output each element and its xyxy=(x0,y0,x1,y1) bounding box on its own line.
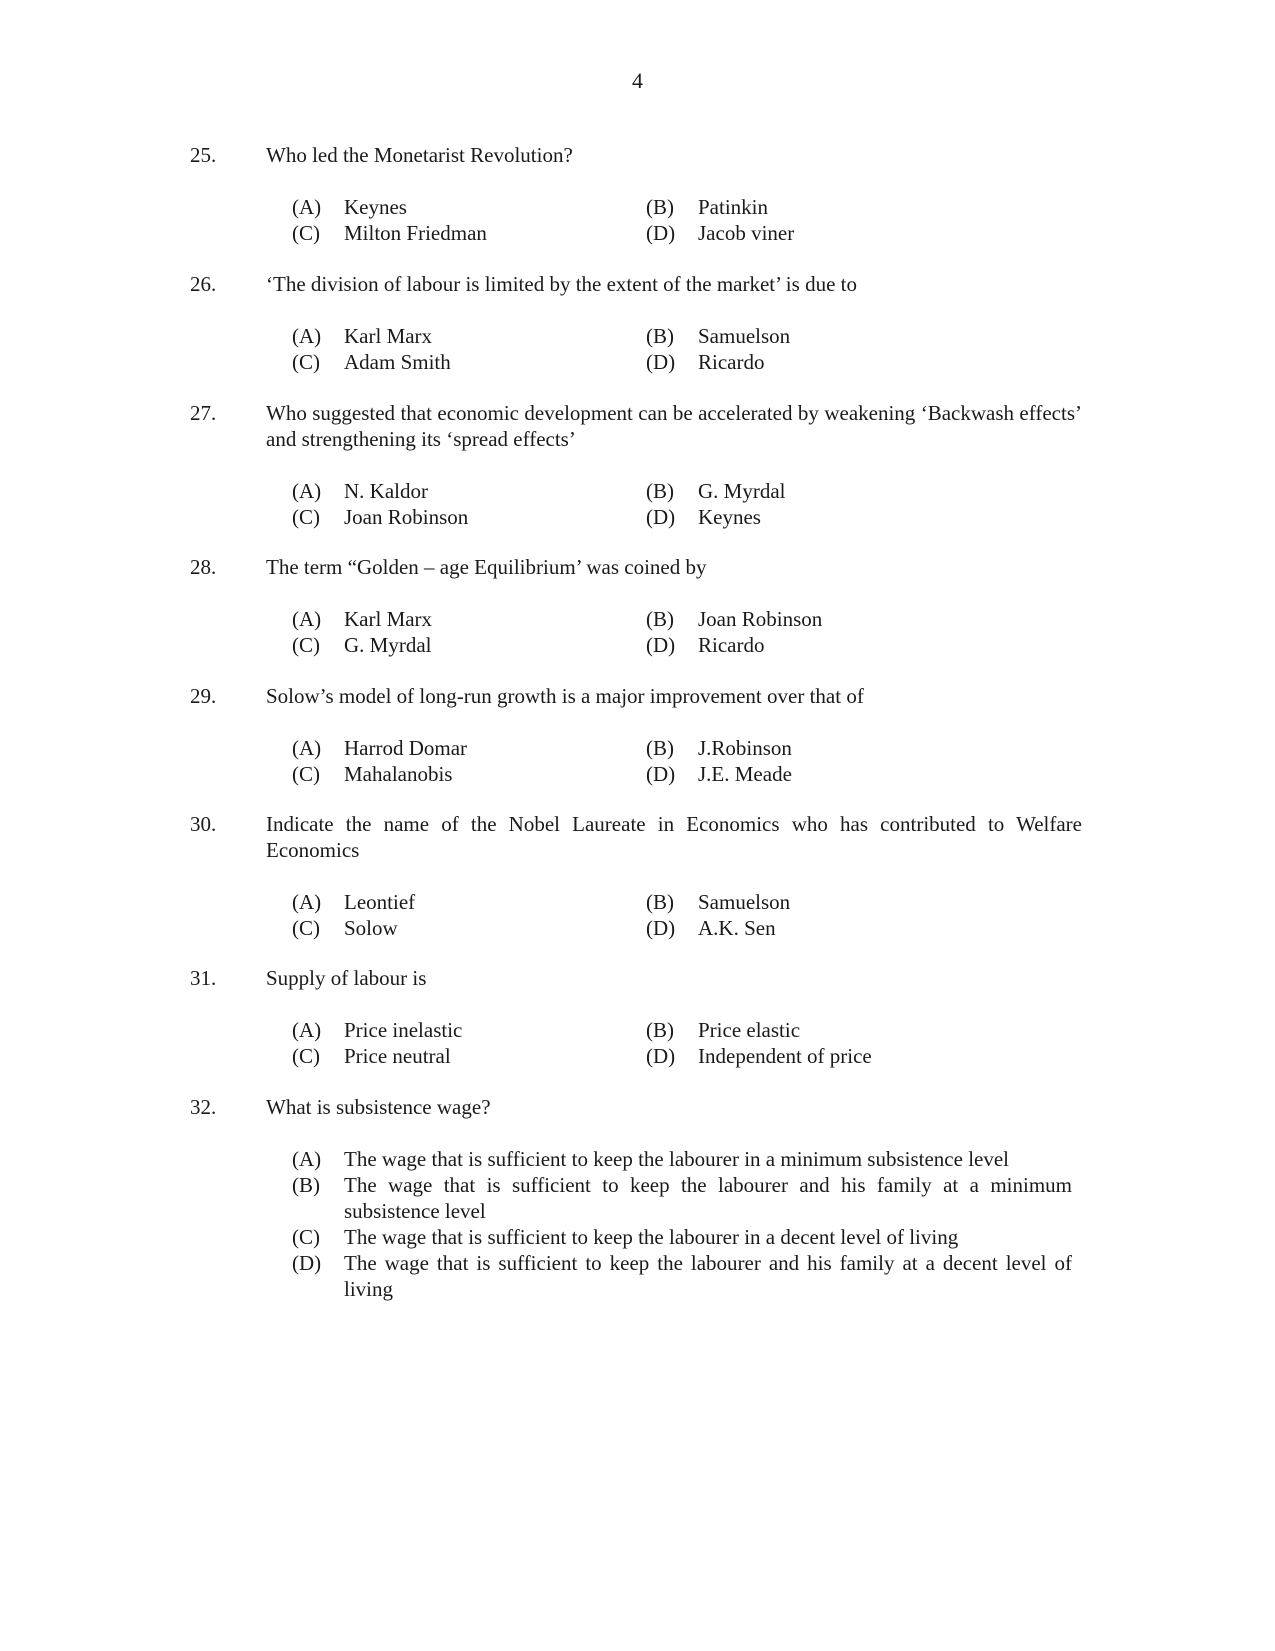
option-b xyxy=(646,323,1046,349)
option-c xyxy=(292,632,646,658)
option-label: (D) xyxy=(646,633,676,657)
option-b xyxy=(646,1017,1046,1043)
option-label: (C) xyxy=(292,633,320,657)
option-a xyxy=(292,194,646,220)
question-number: 32. xyxy=(190,1095,217,1119)
option-text: Samuelson xyxy=(698,890,791,914)
option-d xyxy=(646,915,1046,941)
option-text: Mahalanobis xyxy=(344,762,453,786)
option-a xyxy=(292,606,646,632)
question-number: 27. xyxy=(190,401,217,425)
options xyxy=(292,889,1082,941)
option-label: (D) xyxy=(646,1044,676,1068)
option-a xyxy=(292,1146,1072,1172)
option-text: Samuelson xyxy=(698,324,791,348)
option-label: (C) xyxy=(292,505,320,529)
question-31 xyxy=(190,965,1082,1069)
option-label: (A) xyxy=(292,479,322,503)
question-text: The term “Golden – age Equilibrium’ was coined by xyxy=(266,555,707,579)
page-number: 4 xyxy=(632,68,643,93)
option-c xyxy=(292,1224,1072,1250)
option-text: The wage that is sufficient to keep the labourer and his family at a minimum subsistence level xyxy=(344,1173,1072,1223)
option-text: Ricardo xyxy=(698,350,765,374)
option-a xyxy=(292,478,646,504)
question-number: 29. xyxy=(190,684,217,708)
option-label: (A) xyxy=(292,890,322,914)
option-label: (D) xyxy=(646,916,676,940)
option-text: Leontief xyxy=(344,890,416,914)
option-label: (C) xyxy=(292,221,320,245)
question-text: ‘The division of labour is limited by the extent of the market’ is due to xyxy=(266,272,857,296)
question-number: 25. xyxy=(190,143,217,167)
option-label: (D) xyxy=(646,221,676,245)
option-text: Ricardo xyxy=(698,633,765,657)
option-b xyxy=(646,889,1046,915)
option-label: (A) xyxy=(292,1147,322,1171)
option-text: Keynes xyxy=(344,195,407,219)
option-text: Adam Smith xyxy=(344,350,451,374)
question-number: 31. xyxy=(190,966,217,990)
option-d xyxy=(646,349,1046,375)
option-text: Solow xyxy=(344,916,398,940)
option-text: N. Kaldor xyxy=(344,479,428,503)
option-a xyxy=(292,889,646,915)
option-label: (C) xyxy=(292,350,320,374)
question-text: What is subsistence wage? xyxy=(266,1095,491,1119)
option-label: (B) xyxy=(646,607,674,631)
question-text: Supply of labour is xyxy=(266,966,427,990)
option-label: (B) xyxy=(646,1018,674,1042)
option-label: (A) xyxy=(292,1018,322,1042)
option-label: (C) xyxy=(292,916,320,940)
question-number: 28. xyxy=(190,555,217,579)
option-a xyxy=(292,1017,646,1043)
option-label: (D) xyxy=(646,350,676,374)
options xyxy=(292,323,1082,375)
options xyxy=(292,735,1082,787)
options xyxy=(292,478,1082,530)
option-text: The wage that is sufficient to keep the labourer in a decent level of living xyxy=(344,1225,959,1249)
option-a xyxy=(292,323,646,349)
question-26 xyxy=(190,271,1082,375)
option-text: Patinkin xyxy=(698,195,769,219)
option-b xyxy=(292,1172,1072,1224)
options xyxy=(292,1146,1072,1302)
option-c xyxy=(292,349,646,375)
question-29 xyxy=(190,683,1082,787)
option-text: J.E. Meade xyxy=(698,762,792,786)
question-number: 26. xyxy=(190,272,217,296)
question-number: 30. xyxy=(190,812,217,836)
option-text: Milton Friedman xyxy=(344,221,487,245)
option-c xyxy=(292,761,646,787)
option-label: (A) xyxy=(292,195,322,219)
question-30 xyxy=(190,811,1082,941)
option-label: (D) xyxy=(646,762,676,786)
option-text: Harrod Domar xyxy=(344,736,468,760)
option-c xyxy=(292,1043,646,1069)
question-text: Who suggested that economic development can be accelerated by weakening ‘Backwash effects’ and strengthening its ‘spread effects’ xyxy=(266,401,1082,451)
option-d xyxy=(646,761,1046,787)
option-d xyxy=(646,504,1046,530)
option-b xyxy=(646,194,1046,220)
question-32 xyxy=(190,1094,1082,1302)
option-label: (C) xyxy=(292,1225,320,1249)
option-text: Price neutral xyxy=(344,1044,451,1068)
option-label: (B) xyxy=(646,195,674,219)
option-label: (B) xyxy=(292,1173,320,1197)
question-text: Indicate the name of the Nobel Laureate in Economics who has contributed to Welfare Economics xyxy=(266,812,1082,862)
question-27 xyxy=(190,400,1082,530)
option-b xyxy=(646,735,1046,761)
option-label: (B) xyxy=(646,479,674,503)
option-text: Independent of price xyxy=(698,1044,872,1068)
option-d xyxy=(646,220,1046,246)
options xyxy=(292,1017,1082,1069)
option-b xyxy=(646,606,1046,632)
question-28 xyxy=(190,554,1082,658)
option-text: Karl Marx xyxy=(344,324,433,348)
option-d xyxy=(646,632,1046,658)
options xyxy=(292,194,1082,246)
option-text: Joan Robinson xyxy=(344,505,469,529)
option-text: A.K. Sen xyxy=(698,916,776,940)
option-d xyxy=(646,1043,1046,1069)
option-label: (B) xyxy=(646,890,674,914)
option-a xyxy=(292,735,646,761)
option-label: (B) xyxy=(646,324,674,348)
option-c xyxy=(292,220,646,246)
option-text: Keynes xyxy=(698,505,761,529)
option-label: (C) xyxy=(292,1044,320,1068)
option-text: Jacob viner xyxy=(698,221,795,245)
option-label: (D) xyxy=(646,505,676,529)
option-b xyxy=(646,478,1046,504)
option-label: (C) xyxy=(292,762,320,786)
option-d xyxy=(292,1250,1072,1302)
option-label: (A) xyxy=(292,324,322,348)
option-text: Price elastic xyxy=(698,1018,801,1042)
option-text: Karl Marx xyxy=(344,607,433,631)
question-text: Who led the Monetarist Revolution? xyxy=(266,143,573,167)
question-text: Solow’s model of long-run growth is a major improvement over that of xyxy=(266,684,864,708)
option-text: Joan Robinson xyxy=(698,607,823,631)
option-label: (A) xyxy=(292,607,322,631)
option-text: G. Myrdal xyxy=(698,479,786,503)
option-text: The wage that is sufficient to keep the labourer in a minimum subsistence level xyxy=(344,1147,1010,1171)
option-text: The wage that is sufficient to keep the labourer and his family at a decent level of living xyxy=(344,1251,1072,1301)
option-text: J.Robinson xyxy=(698,736,792,760)
option-label: (A) xyxy=(292,736,322,760)
option-text: Price inelastic xyxy=(344,1018,463,1042)
option-label: (D) xyxy=(292,1251,322,1275)
option-c xyxy=(292,915,646,941)
option-label: (B) xyxy=(646,736,674,760)
question-25 xyxy=(190,142,1082,246)
option-text: G. Myrdal xyxy=(344,633,432,657)
option-c xyxy=(292,504,646,530)
options xyxy=(292,606,1082,658)
